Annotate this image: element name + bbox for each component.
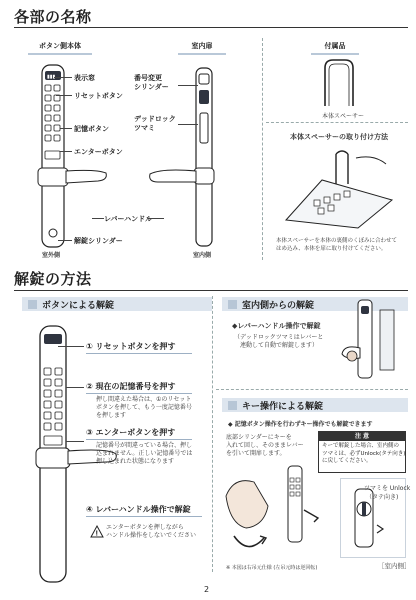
leader-lever-handle-left: [92, 218, 104, 219]
inside-lock-illustration: [148, 68, 218, 258]
key-unlock-description: 底部シリンダーにキーを 入れて回し、そのままレバー を引いて開扉します。: [226, 434, 304, 457]
caption-outside: 室外側: [42, 252, 61, 259]
deadlock-knob-text: デッドロック ツマミ: [134, 115, 176, 132]
spacer-install-note: 本体スペーサーを本体の裏側のくぼみに合わせて はめ込み、本体を扉に取り付けてください。: [276, 238, 398, 252]
svg-text:▮▮▮: ▮▮▮: [47, 74, 56, 80]
leader-memory-button: [60, 128, 72, 129]
band-marker: [28, 300, 37, 309]
knob-label: ツマミを Unlock: [364, 485, 411, 492]
leader-deadlock: [178, 124, 198, 125]
panel-title-inside-unlock: 室内側からの解錠: [242, 301, 315, 311]
section-rule-unlock: [14, 290, 408, 291]
label-number-change-cylinder: [134, 74, 169, 92]
leader-step-1: [58, 346, 84, 347]
inside-unlock-bullet: ◆レバーハンドル操作で解錠: [232, 322, 321, 330]
band-marker-inside: [228, 300, 237, 309]
step-1-underline: [86, 353, 192, 354]
step-3-label: ③ エンターボタンを押す: [86, 428, 176, 437]
step-4-underline: [86, 516, 202, 517]
leader-reset-button: [56, 95, 72, 96]
caption-inside: 室内側: [193, 252, 212, 259]
label-deadlock-knob: [134, 115, 176, 133]
key-warning-body: キーで解錠した場合、室内側の ツマミは、必ずUnlock(タテ向き) に戻してください。: [322, 443, 406, 464]
number-change-cylinder-text: 番号変更 シリンダー: [134, 74, 169, 91]
label-reset-button: リセットボタン: [74, 92, 123, 100]
svg-text:!: !: [95, 530, 98, 538]
label-lever-handle: レバーハンドル: [104, 215, 153, 223]
button-unlock-warning: エンターボタンを押しながら ハンドル操作をしないでください: [106, 524, 197, 539]
section-title-unlock: 解錠の方法: [14, 270, 92, 288]
page-number: 2: [204, 585, 210, 594]
column-label-accessory: 付属品: [311, 41, 359, 55]
panel-title-key-unlock: キー操作による解錠: [242, 402, 324, 412]
band-button-unlock: [22, 297, 212, 311]
leader-display-window: [54, 77, 72, 78]
panel-title-button-unlock: ボタンによる解錠: [42, 301, 115, 311]
leader-number-change: [178, 85, 198, 86]
inside-unlock-note: （デッドロックツマミはレバーと 連動して自動で解錠します）: [234, 334, 324, 349]
key-warning-box: [318, 431, 406, 473]
label-memory-button: 記憶ボタン: [74, 125, 109, 133]
label-display-window: 表示窓: [74, 74, 95, 82]
key-unlock-bullet: ◆ 記憶ボタン操作を行わずキー操作でも解錠できます: [228, 421, 373, 428]
warning-triangle-icon: [91, 526, 103, 537]
knob-sub-label: （タテ向き): [366, 494, 399, 501]
step-4-label: ④ レバーハンドル操作で解錠: [86, 505, 191, 514]
section-title-parts: 各部の名称: [14, 8, 92, 26]
column-label-outside: ボタン側本体: [28, 41, 92, 55]
band-marker-key: [228, 401, 237, 410]
step-3-note: 記憶番号が間違っている場合、押し 込まれません。正しい記憶番号では 押し込まれた状態になります: [96, 442, 193, 465]
label-enter-button: エンターボタン: [74, 148, 123, 156]
divider-vertical-bottom: [212, 296, 213, 572]
divider-key-panel: [216, 389, 408, 390]
spacer-illustration: [319, 58, 359, 108]
section-rule-parts: [14, 27, 408, 28]
leader-step-3: [66, 441, 84, 442]
divider-vertical-top: [262, 38, 263, 260]
leader-step-2: [66, 387, 84, 388]
leader-enter-button: [60, 151, 72, 152]
key-unlock-illustration: [224, 466, 320, 566]
leader-unlock-cylinder: [58, 240, 72, 241]
spacer-install-title: 本体スペーサーの取り付け方法: [290, 133, 388, 141]
label-unlock-cylinder: 解錠シリンダー: [74, 237, 123, 245]
step-1-label: ① リセットボタンを押す: [86, 342, 176, 351]
caption-spacer: 本体スペーサー: [322, 113, 365, 120]
divider-accessory: [266, 122, 408, 123]
step-2-label: ② 現在の記憶番号を押す: [86, 382, 176, 391]
spacer-install-illustration: [282, 150, 402, 230]
key-warning-title: 注 意: [319, 432, 405, 441]
step-2-note: 押し間違えた場合は、①のリセット ボタンを押して、もう一度記憶番号 を押します: [96, 396, 192, 419]
key-footnote: ※ 本図は右吊元仕様 (左吊元時は逆回転): [226, 565, 318, 571]
inside-unlock-illustration: [340, 300, 400, 380]
step-3-underline: [86, 439, 192, 440]
band-key-unlock: [222, 398, 408, 412]
column-label-inside: 室内扉: [178, 41, 226, 55]
inside-tag: ［室内側］: [378, 562, 411, 570]
step-2-underline: [86, 393, 192, 394]
